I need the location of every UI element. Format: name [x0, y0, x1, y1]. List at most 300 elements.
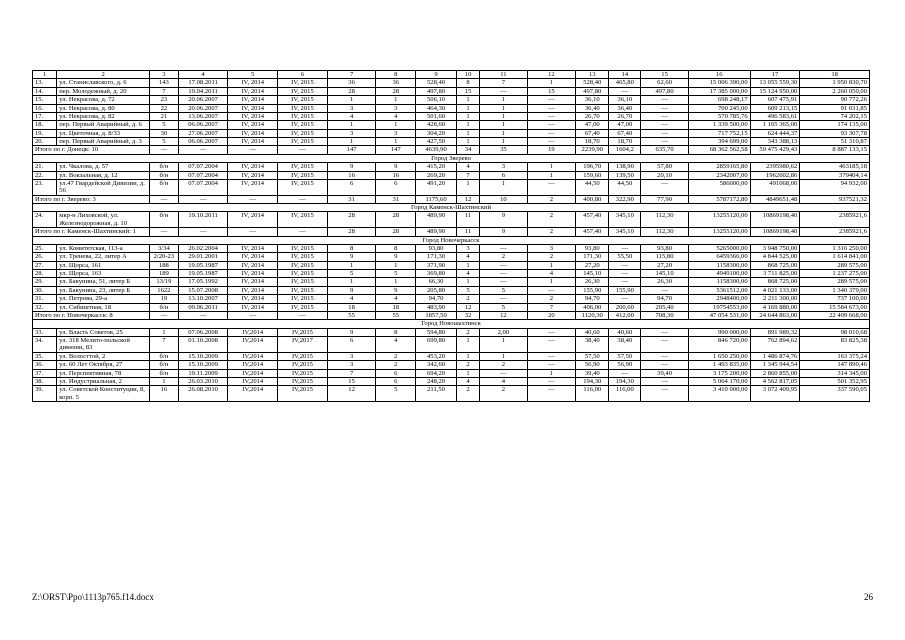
table-cell: 1: [480, 337, 527, 353]
subtotal-cell: —: [150, 311, 179, 319]
table-row: [33, 253, 870, 261]
table-cell: —: [527, 112, 576, 120]
table-cell: 9: [327, 163, 376, 171]
table-cell: IV, 2014: [228, 295, 278, 303]
table-cell: 28: [376, 87, 416, 95]
table-cell: 1: [527, 369, 576, 377]
table-cell: 4: [456, 163, 479, 171]
address-cell: ул. Комитетская, 113-а: [57, 244, 150, 252]
table-cell: IV, 2014: [228, 303, 278, 311]
table-cell: IV,2015: [278, 352, 328, 360]
table-cell: 428,60: [416, 121, 457, 129]
table-cell: 3: [480, 163, 527, 171]
address-cell: пер. Первый Аварийный, д. 3: [57, 138, 150, 146]
subtotal-cell: 22 409 668,00: [800, 311, 870, 319]
table-cell: 13.10.2007: [178, 295, 228, 303]
table-cell: 415,20: [416, 163, 457, 171]
table-cell: 28: [327, 87, 376, 95]
table-cell: IV, 2014: [228, 270, 278, 278]
subtotal-cell: 47 054 531,00: [688, 311, 750, 319]
table-cell: 30: [150, 129, 179, 137]
table-cell: 990 000,00: [688, 328, 750, 336]
table-cell: IV, 2015: [278, 278, 328, 286]
table-cell: 112,30: [641, 212, 688, 228]
table-cell: 94 932,00: [800, 179, 870, 195]
table-cell: IV, 2015: [278, 96, 328, 104]
table-cell: 39.: [33, 386, 57, 402]
table-cell: IV, 2015: [278, 129, 328, 137]
table-cell: —: [480, 295, 527, 303]
address-cell: ул. Волосттой, 2: [57, 352, 150, 360]
table-cell: IV, 2014: [228, 286, 278, 294]
subtotal-label: Итого по г. Каменск-Шахтинский: 1: [33, 228, 150, 236]
table-cell: 1: [376, 278, 416, 286]
table-cell: —: [527, 138, 576, 146]
table-cell: 20.06.2007: [178, 96, 228, 104]
table-cell: 2 211 300,00: [750, 295, 800, 303]
table-cell: —: [641, 104, 688, 112]
subtotal-cell: 322,90: [609, 195, 641, 203]
table-cell: 21.: [33, 163, 57, 171]
table-cell: 528,40: [416, 79, 457, 87]
table-cell: 9: [376, 253, 416, 261]
table-cell: 5265000,00: [688, 244, 750, 252]
subtotal-cell: 4849651,48: [750, 195, 800, 203]
table-cell: 570 785,76: [688, 112, 750, 120]
table-cell: 1: [527, 171, 576, 179]
table-cell: IV, 2015: [278, 163, 328, 171]
table-cell: —: [527, 179, 576, 195]
table-cell: 1: [376, 121, 416, 129]
column-number-cell: 2: [57, 71, 150, 79]
table-cell: 147 890,46: [800, 361, 870, 369]
table-cell: 91 031,85: [800, 104, 870, 112]
table-cell: —: [480, 244, 527, 252]
table-cell: 26.03.2010: [178, 377, 228, 385]
table-cell: 2: [376, 352, 416, 360]
table-cell: 1: [456, 352, 479, 360]
subtotal-cell: 20: [527, 311, 576, 319]
table-cell: IV,2015: [278, 386, 328, 402]
table-cell: 457,40: [576, 212, 609, 228]
table-cell: IV, 2014: [228, 112, 278, 120]
table-cell: 13/19: [150, 278, 179, 286]
subtotal-cell: 12: [456, 195, 479, 203]
table-cell: —: [641, 112, 688, 120]
table-cell: 93 307,78: [800, 129, 870, 137]
table-cell: 5: [480, 286, 527, 294]
table-cell: б/н: [150, 163, 179, 171]
table-cell: 07.06.2008: [178, 328, 228, 336]
table-cell: —: [641, 352, 688, 360]
city-header-row: [33, 154, 870, 162]
table-cell: 2: [527, 295, 576, 303]
table-cell: 28: [376, 212, 416, 228]
table-cell: 3 410 000,00: [688, 386, 750, 402]
table-cell: 3: [327, 104, 376, 112]
table-cell: 304,20: [416, 129, 457, 137]
table-cell: 427,50: [416, 138, 457, 146]
table-row: [33, 270, 870, 278]
subtotal-cell: 12: [480, 311, 527, 319]
column-number-cell: 8: [376, 71, 416, 79]
table-cell: 8: [456, 79, 479, 87]
table-cell: 28: [327, 212, 376, 228]
subtotal-cell: —: [150, 228, 179, 236]
table-cell: 16: [150, 386, 179, 402]
table-cell: —: [641, 328, 688, 336]
table-cell: 26,30: [641, 278, 688, 286]
table-cell: —: [609, 278, 641, 286]
table-cell: б/н: [150, 212, 179, 228]
subtotal-cell: —: [178, 195, 228, 203]
table-cell: 200,60: [609, 303, 641, 311]
table-cell: 1: [456, 278, 479, 286]
subtotal-label: Итого по г. Донецк: 10: [33, 146, 150, 154]
table-cell: —: [641, 121, 688, 129]
table-cell: 139,50: [609, 171, 641, 179]
table-cell: 07.07.2004: [178, 179, 228, 195]
housing-program-table: [32, 70, 870, 402]
table-cell: IV, 2014: [228, 96, 278, 104]
table-cell: 15 584 673,00: [800, 303, 870, 311]
table-cell: IV,2014: [228, 337, 278, 353]
table-cell: 7: [480, 79, 527, 87]
table-cell: 6: [480, 171, 527, 179]
table-cell: IV, 2015: [278, 79, 328, 87]
subtotal-cell: 31: [327, 195, 376, 203]
subtotal-cell: 635,70: [641, 146, 688, 154]
table-cell: 19754553,00: [688, 303, 750, 311]
table-cell: 4 021 133,00: [750, 286, 800, 294]
address-cell: ул. Власть Советов, 25: [57, 328, 150, 336]
address-cell: ул. Советской Конституции, 8, корп. 5: [57, 386, 150, 402]
table-cell: 36,10: [609, 96, 641, 104]
table-cell: 67,40: [576, 129, 609, 137]
table-cell: 1: [456, 96, 479, 104]
table-cell: 6459366,00: [688, 253, 750, 261]
table-cell: —: [527, 352, 576, 360]
table-cell: 497,80: [416, 87, 457, 95]
subtotal-cell: 2: [527, 228, 576, 236]
table-cell: 464,30: [416, 104, 457, 112]
table-row: [33, 386, 870, 402]
footer-file-path: Z:\ORST\Ppo\1113p765.f14.docx: [32, 592, 154, 602]
table-cell: IV, 2014: [228, 261, 278, 269]
table-cell: 26,70: [609, 112, 641, 120]
subtotal-cell: 457,40: [576, 228, 609, 236]
table-cell: 4: [456, 253, 479, 261]
table-cell: 1: [456, 337, 479, 353]
table-cell: 369,80: [416, 270, 457, 278]
table-row: [33, 112, 870, 120]
table-row: [33, 337, 870, 353]
table-cell: 17 385 000,00: [688, 87, 750, 95]
subtotal-cell: —: [228, 146, 278, 154]
column-number-cell: 6: [278, 71, 328, 79]
table-cell: 1: [327, 96, 376, 104]
table-cell: IV, 2014: [228, 171, 278, 179]
table-cell: 868 725,00: [750, 261, 800, 269]
table-cell: 1: [480, 112, 527, 120]
table-cell: 699,80: [416, 337, 457, 353]
table-cell: 868 725,00: [750, 278, 800, 286]
table-cell: 22.: [33, 171, 57, 179]
table-cell: 171,30: [576, 253, 609, 261]
table-cell: 5: [376, 386, 416, 402]
table-cell: 1: [480, 96, 527, 104]
address-cell: ул. Перспективная, 78: [57, 369, 150, 377]
table-cell: 29.: [33, 278, 57, 286]
table-cell: 19: [150, 295, 179, 303]
table-cell: 4: [456, 377, 479, 385]
table-row: [33, 377, 870, 385]
subtotal-cell: 32: [456, 311, 479, 319]
table-cell: IV,2015: [278, 377, 328, 385]
table-cell: 1: [376, 261, 416, 269]
column-number-cell: 14: [609, 71, 641, 79]
page-number: 26: [864, 592, 873, 602]
table-cell: 55,50: [609, 253, 641, 261]
table-cell: 891 989,32: [750, 328, 800, 336]
table-cell: —: [527, 328, 576, 336]
table-cell: 23: [150, 96, 179, 104]
table-cell: 2: [480, 361, 527, 369]
table-row: [33, 286, 870, 294]
subtotal-cell: 28: [376, 228, 416, 236]
subtotal-cell: 400,80: [576, 195, 609, 203]
table-cell: 163 375,24: [800, 352, 870, 360]
address-cell: ул. Вокзальная, д. 12: [57, 171, 150, 179]
table-cell: 497,80: [641, 87, 688, 95]
table-cell: 1158300,00: [688, 261, 750, 269]
table-cell: 501 352,95: [800, 377, 870, 385]
table-cell: 145,10: [641, 270, 688, 278]
table-cell: IV,2014: [228, 377, 278, 385]
table-cell: 1 650 250,00: [688, 352, 750, 360]
table-cell: 489,90: [416, 212, 457, 228]
subtotal-cell: 19: [527, 146, 576, 154]
table-cell: 26,70: [576, 112, 609, 120]
table-cell: 4: [456, 270, 479, 278]
table-cell: —: [641, 138, 688, 146]
table-cell: 38.: [33, 377, 57, 385]
table-row: [33, 361, 870, 369]
table-cell: 19.10.2011: [178, 212, 228, 228]
table-cell: 36,40: [609, 104, 641, 112]
table-cell: 83 825,38: [800, 337, 870, 353]
table-cell: 67,40: [609, 129, 641, 137]
table-cell: 5: [150, 121, 179, 129]
table-cell: 12: [456, 303, 479, 311]
city-header-row: [33, 236, 870, 244]
table-cell: 145,10: [576, 270, 609, 278]
table-cell: 1: [456, 104, 479, 112]
table-row: [33, 104, 870, 112]
table-cell: IV, 2015: [278, 253, 328, 261]
table-cell: 94,70: [416, 295, 457, 303]
subtotal-cell: 24 644 863,00: [750, 311, 800, 319]
table-cell: б/н: [150, 352, 179, 360]
table-cell: 31.: [33, 295, 57, 303]
table-cell: 205,80: [416, 286, 457, 294]
table-cell: 483,90: [416, 303, 457, 311]
table-cell: 1: [480, 138, 527, 146]
table-cell: 345,10: [609, 212, 641, 228]
address-cell: ул. Цветочная, д. 8/33: [57, 129, 150, 137]
table-cell: 39,40: [576, 369, 609, 377]
table-row: [33, 369, 870, 377]
table-row: [33, 303, 870, 311]
table-cell: 3: [376, 129, 416, 137]
table-cell: IV, 2015: [278, 270, 328, 278]
city-header-row: [33, 320, 870, 328]
table-cell: 762 894,62: [750, 337, 800, 353]
table-cell: 6: [327, 337, 376, 353]
subtotal-cell: 708,30: [641, 311, 688, 319]
table-cell: 15.10.2009: [178, 352, 228, 360]
table-cell: 18,70: [576, 138, 609, 146]
table-cell: 2859165,80: [688, 163, 750, 171]
table-cell: 16: [327, 171, 376, 179]
table-cell: 491,20: [416, 179, 457, 195]
table-cell: 586000,00: [688, 179, 750, 195]
subtotal-cell: —: [228, 228, 278, 236]
table-cell: 2: [527, 212, 576, 228]
table-cell: 2,00: [480, 328, 527, 336]
table-cell: —: [641, 129, 688, 137]
table-cell: 2: [456, 328, 479, 336]
table-cell: IV,2015: [278, 361, 328, 369]
table-row: [33, 212, 870, 228]
address-cell: ул. Сибиштная, 18: [57, 303, 150, 311]
table-cell: 337 590,05: [800, 386, 870, 402]
address-cell: ул. Станиславского, д. 6: [57, 79, 150, 87]
table-cell: 21: [150, 112, 179, 120]
subtotal-label: Итого по г. Новочеркасск: 8: [33, 311, 150, 319]
table-cell: —: [641, 179, 688, 195]
table-cell: б/н: [150, 361, 179, 369]
column-number-cell: 17: [750, 71, 800, 79]
table-cell: 1: [480, 179, 527, 195]
subtotal-cell: 1120,30: [576, 311, 609, 319]
table-cell: 15: [527, 87, 576, 95]
table-cell: 93,80: [416, 244, 457, 252]
table-cell: б/н: [150, 171, 179, 179]
table-cell: 16: [376, 171, 416, 179]
table-cell: 2: [456, 295, 479, 303]
table-cell: 18,70: [609, 138, 641, 146]
table-cell: IV,2014: [228, 369, 278, 377]
subtotal-cell: 937521,32: [800, 195, 870, 203]
table-cell: 289 575,00: [800, 278, 870, 286]
table-cell: —: [527, 121, 576, 129]
table-cell: 5: [480, 303, 527, 311]
table-cell: 15: [456, 87, 479, 95]
column-number-cell: 1: [33, 71, 57, 79]
subtotal-cell: —: [178, 146, 228, 154]
address-cell: ул.47 Гвардейской Дивизии, д. 56: [57, 179, 150, 195]
table-cell: 7: [150, 337, 179, 353]
table-cell: 5: [456, 286, 479, 294]
table-cell: 116,00: [576, 386, 609, 402]
table-cell: 5 064 170,00: [688, 377, 750, 385]
subtotal-cell: 2239,90: [576, 146, 609, 154]
table-cell: 7: [327, 369, 376, 377]
table-cell: 14.: [33, 87, 57, 95]
column-number-cell: 11: [480, 71, 527, 79]
table-cell: 24.: [33, 212, 57, 228]
table-cell: 1158300,00: [688, 278, 750, 286]
table-cell: 594,80: [416, 328, 457, 336]
address-cell: ул. Некрасова, д. 80: [57, 104, 150, 112]
address-cell: ул. 318 Мелито-польской дивизии, 83: [57, 337, 150, 353]
column-number-cell: 13: [576, 71, 609, 79]
table-cell: 379404,14: [800, 171, 870, 179]
table-cell: 1: [480, 104, 527, 112]
table-cell: 38,40: [576, 337, 609, 353]
table-cell: 26.02.2004: [178, 244, 228, 252]
table-cell: 4: [527, 270, 576, 278]
table-cell: 1 340 379,00: [800, 286, 870, 294]
table-cell: 07.07.2004: [178, 163, 228, 171]
table-cell: 171,30: [416, 253, 457, 261]
subtotal-cell: 489,90: [416, 228, 457, 236]
table-cell: 5: [150, 138, 179, 146]
table-row: [33, 129, 870, 137]
table-cell: 40,60: [609, 328, 641, 336]
address-cell: ул. Чкалова, д. 57: [57, 163, 150, 171]
table-cell: 2: [527, 253, 576, 261]
table-cell: 1: [527, 278, 576, 286]
table-cell: 4: [376, 295, 416, 303]
table-cell: 5361512,00: [688, 286, 750, 294]
table-cell: 26.08.2010: [178, 386, 228, 402]
table-cell: —: [480, 87, 527, 95]
table-cell: IV, 2014: [228, 104, 278, 112]
table-cell: 700 245,00: [688, 104, 750, 112]
address-cell: пер. Первый Аварийный, д. 6: [57, 121, 150, 129]
address-cell: ул. Бакунина, 23, литер Б: [57, 286, 150, 294]
table-cell: 194,30: [576, 377, 609, 385]
table-cell: —: [527, 96, 576, 104]
subtotal-cell: 35: [480, 146, 527, 154]
table-cell: —: [609, 87, 641, 95]
table-cell: 57,50: [576, 352, 609, 360]
table-cell: 406,00: [576, 303, 609, 311]
table-cell: IV,2014: [228, 328, 278, 336]
table-cell: 342,60: [416, 361, 457, 369]
table-cell: 371,90: [416, 261, 457, 269]
table-cell: 4: [327, 112, 376, 120]
table-cell: 159,60: [576, 171, 609, 179]
table-row: [33, 171, 870, 179]
table-cell: 27,20: [641, 261, 688, 269]
table-cell: 1: [376, 96, 416, 104]
subtotal-cell: 4639,90: [416, 146, 457, 154]
table-cell: 34.: [33, 337, 57, 353]
table-cell: 12: [327, 386, 376, 402]
table-cell: 1: [456, 369, 479, 377]
column-number-cell: 12: [527, 71, 576, 79]
table-cell: 4: [376, 337, 416, 353]
subtotal-row: [33, 146, 870, 154]
table-cell: 211,50: [416, 386, 457, 402]
table-cell: 1: [456, 261, 479, 269]
table-cell: 47,00: [576, 121, 609, 129]
table-cell: 19.04.2011: [178, 87, 228, 95]
table-cell: 19.05.1987: [178, 261, 228, 269]
